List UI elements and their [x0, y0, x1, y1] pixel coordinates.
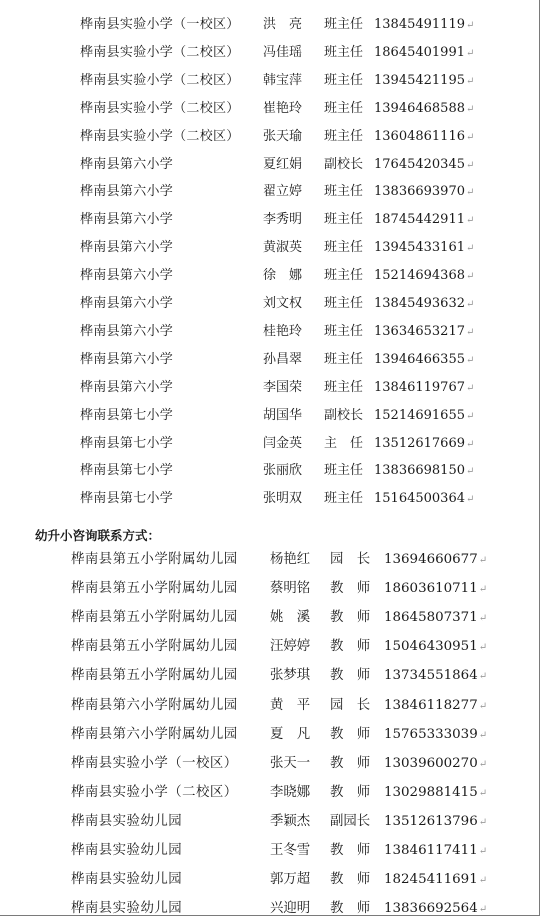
contact-role: 副园长: [330, 813, 371, 829]
contact-role: 园 长: [330, 697, 371, 713]
contact-row: [0, 866, 540, 894]
phone-number: 13846117411↵: [384, 843, 488, 858]
contact-role: 班主任: [324, 17, 364, 32]
contact-role: 班主任: [324, 240, 364, 256]
contact-row: [0, 575, 540, 603]
contact-name: 兴迎明: [270, 901, 311, 917]
contact-row: [0, 318, 540, 346]
paragraph-mark: ↵: [478, 816, 488, 828]
contact-name: 夏红娟: [263, 156, 303, 172]
paragraph-mark: ↵: [465, 410, 475, 422]
unit-name: 桦南县第七小学: [80, 435, 174, 451]
unit-name: 桦南县第五小学附属幼儿园: [71, 668, 238, 684]
contact-name: 夏 凡: [270, 726, 311, 742]
phone-number: 13845493632↵: [374, 296, 475, 311]
unit-name: 桦南县第六小学: [80, 268, 174, 284]
unit-name: 桦南县第六小学附属幼儿园: [71, 697, 238, 713]
paragraph-mark: ↵: [478, 642, 488, 654]
unit-name: 桦南县第五小学附属幼儿园: [71, 610, 238, 626]
unit-name: 桦南县实验小学（二校区）: [71, 784, 238, 800]
contact-role: 教 师: [330, 726, 371, 742]
phone-number: 13512617669↵: [374, 435, 475, 451]
unit-name: 桦南县第六小学: [80, 323, 174, 339]
contact-role: 副校长: [324, 156, 364, 172]
contact-name: 李秀明: [263, 212, 303, 228]
phone-number: 13945433161↵: [374, 240, 475, 256]
contact-row: [0, 346, 540, 374]
contact-name: 李国荣: [263, 379, 303, 395]
contact-row: [0, 290, 540, 318]
contact-name: 翟立婷: [263, 184, 303, 200]
contact-row: [0, 604, 540, 632]
paragraph-mark: ↵: [465, 326, 475, 338]
contact-name: 张丽欣: [263, 463, 303, 479]
paragraph-mark: ↵: [465, 215, 475, 227]
paragraph-mark: ↵: [478, 555, 488, 566]
paragraph-mark: ↵: [465, 159, 475, 171]
phone-number: 13845491119↵: [374, 17, 475, 32]
phone-number: 18603610711↵: [384, 581, 488, 597]
phone-number: 13734551864↵: [384, 668, 488, 684]
contact-name: 黄淑英: [263, 240, 303, 256]
paragraph-mark: ↵: [465, 382, 475, 394]
phone-number: 18645401991↵: [374, 44, 475, 60]
contact-name: 冯佳瑶: [263, 44, 303, 60]
contact-role: 班主任: [324, 128, 364, 144]
contact-row: [0, 546, 540, 574]
paragraph-mark: ↵: [478, 904, 488, 916]
contact-role: 教 师: [330, 581, 371, 597]
phone-number: 13634653217↵: [374, 323, 475, 339]
phone-number: 13512613796↵: [384, 813, 488, 829]
unit-name: 桦南县第六小学: [80, 240, 174, 256]
unit-name: 桦南县实验幼儿园: [71, 813, 183, 829]
contact-name: 刘文权: [263, 296, 303, 311]
paragraph-mark: ↵: [478, 671, 488, 683]
contact-row: [0, 123, 540, 151]
contact-role: 班主任: [324, 463, 364, 479]
contact-role: 教 师: [330, 610, 371, 626]
contact-row: [0, 374, 540, 402]
paragraph-mark: ↵: [478, 584, 488, 596]
phone-number: 18645807371↵: [384, 610, 488, 626]
phone-number: 15046430951↵: [384, 639, 488, 655]
contact-role: 教 师: [330, 668, 371, 684]
phone-number: 15214691655↵: [374, 407, 475, 423]
paragraph-mark: ↵: [478, 700, 488, 712]
contact-role: 教 师: [330, 872, 371, 888]
paragraph-mark: ↵: [465, 354, 475, 366]
phone-number: 13694660677↵: [384, 552, 488, 567]
unit-name: 桦南县实验小学（二校区）: [80, 100, 240, 116]
contact-row: [0, 837, 540, 865]
contact-row: [0, 457, 540, 485]
contact-row: [0, 178, 540, 206]
contact-role: 教 师: [330, 639, 371, 655]
unit-name: 桦南县实验幼儿园: [71, 872, 183, 888]
unit-name: 桦南县实验小学（二校区）: [80, 128, 240, 144]
unit-name: 桦南县第七小学: [80, 491, 174, 507]
contact-role: 副校长: [324, 407, 364, 423]
contact-row: [0, 692, 540, 720]
phone-number: 13836698150↵: [374, 463, 475, 479]
paragraph-mark: ↵: [478, 613, 488, 625]
paragraph-mark: ↵: [465, 20, 475, 31]
paragraph-mark: ↵: [478, 846, 488, 857]
paragraph-mark: ↵: [465, 438, 475, 450]
unit-name: 桦南县第六小学: [80, 212, 174, 228]
contact-row: [0, 779, 540, 807]
contact-name: 孙昌翠: [263, 351, 303, 367]
paragraph-mark: ↵: [478, 758, 488, 770]
unit-name: 桦南县第六小学: [80, 296, 174, 311]
contact-row: [0, 39, 540, 67]
phone-number: 15214694368↵: [374, 268, 475, 284]
phone-number: 13846119767↵: [374, 379, 475, 395]
phone-number: 15164500364↵: [374, 491, 475, 507]
contact-name: 崔艳玲: [263, 100, 303, 116]
contact-role: 教 师: [330, 843, 371, 858]
unit-name: 桦南县实验幼儿园: [71, 843, 183, 858]
phone-number: 13836693970↵: [374, 184, 475, 200]
phone-number: 13604861116↵: [374, 128, 475, 144]
contact-name: 汪婷婷: [270, 639, 311, 655]
unit-name: 桦南县实验小学（二校区）: [80, 44, 240, 60]
paragraph-mark: ↵: [465, 103, 475, 115]
contact-row: [0, 662, 540, 690]
contact-name: 张天一: [270, 755, 311, 771]
contact-role: 主 任: [324, 435, 364, 451]
contact-row: [0, 234, 540, 262]
contact-role: 班主任: [324, 351, 364, 367]
contact-name: 郭万超: [270, 872, 311, 888]
contact-name: 胡国华: [263, 407, 303, 423]
contact-role: 班主任: [324, 100, 364, 116]
paragraph-mark: ↵: [478, 875, 488, 887]
contact-role: 班主任: [324, 379, 364, 395]
contact-name: 洪 亮: [263, 17, 303, 32]
contact-row: [0, 895, 540, 923]
unit-name: 桦南县实验小学（二校区）: [80, 72, 240, 88]
contact-role: 班主任: [324, 212, 364, 228]
contact-row: [0, 151, 540, 179]
contact-name: 王冬雪: [270, 843, 311, 858]
unit-name: 桦南县第七小学: [80, 407, 174, 423]
contact-role: 教 师: [330, 784, 371, 800]
contact-row: [0, 633, 540, 661]
contact-role: 教 师: [330, 901, 371, 917]
contact-row: [0, 750, 540, 778]
phone-number: 13836692564↵: [384, 901, 488, 917]
unit-name: 桦南县第六小学: [80, 156, 174, 172]
contact-role: 班主任: [324, 268, 364, 284]
contact-role: 班主任: [324, 296, 364, 311]
phone-number: 13946468588↵: [374, 100, 475, 116]
phone-number: 15765333039↵: [384, 726, 488, 742]
contact-name: 桂艳玲: [263, 323, 303, 339]
contact-role: 教 师: [330, 755, 371, 771]
contact-name: 李晓娜: [270, 784, 311, 800]
contact-name: 张天瑜: [263, 128, 303, 144]
paragraph-mark: ↵: [465, 271, 475, 283]
contact-row: [0, 808, 540, 836]
unit-name: 桦南县第六小学附属幼儿园: [71, 726, 238, 742]
unit-name: 桦南县第五小学附属幼儿园: [71, 639, 238, 655]
contact-role: 园 长: [330, 552, 371, 567]
contact-row: [0, 402, 540, 430]
contact-name: 黄 平: [270, 697, 311, 713]
contact-name: 蔡明铭: [270, 581, 311, 597]
paragraph-mark: ↵: [465, 494, 475, 506]
contact-role: 班主任: [324, 491, 364, 507]
contact-name: 季颖杰: [270, 813, 311, 829]
contact-row: [0, 262, 540, 290]
contact-row: [0, 67, 540, 95]
phone-number: 13039600270↵: [384, 755, 488, 771]
paragraph-mark: ↵: [465, 131, 475, 143]
paragraph-mark: ↵: [465, 187, 475, 199]
phone-number: 17645420345↵: [374, 156, 475, 172]
unit-name: 桦南县第五小学附属幼儿园: [71, 581, 238, 597]
contact-name: 韩宝萍: [263, 72, 303, 88]
phone-number: 18245411691↵: [384, 872, 488, 888]
contact-name: 姚 溪: [270, 610, 311, 626]
unit-name: 桦南县第七小学: [80, 463, 174, 479]
paragraph-mark: ↵: [465, 47, 475, 59]
contact-role: 班主任: [324, 184, 364, 200]
unit-name: 桦南县第五小学附属幼儿园: [71, 552, 238, 567]
unit-name: 桦南县实验幼儿园: [71, 901, 183, 917]
contact-row: [0, 95, 540, 123]
contact-name: 闫金英: [263, 435, 303, 451]
contact-name: 张明双: [263, 491, 303, 507]
contact-row: [0, 430, 540, 458]
contact-row: [0, 721, 540, 749]
phone-number: 13846118277↵: [384, 697, 488, 713]
paragraph-mark: ↵: [465, 243, 475, 255]
unit-name: 桦南县实验小学（一校区）: [80, 17, 240, 32]
contact-name: 徐 娜: [263, 268, 303, 284]
phone-number: 13029881415↵: [384, 784, 488, 800]
phone-number: 13945421195↵: [374, 72, 475, 88]
contact-row: [0, 11, 540, 39]
paragraph-mark: ↵: [478, 787, 488, 799]
unit-name: 桦南县第六小学: [80, 379, 174, 395]
paragraph-mark: ↵: [465, 466, 475, 478]
paragraph-mark: ↵: [465, 75, 475, 87]
contact-name: 张梦琪: [270, 668, 311, 684]
section-heading: 幼升小咨询联系方式：: [35, 528, 161, 543]
contact-name: 杨艳红: [270, 552, 311, 567]
phone-number: 18745442911↵: [374, 212, 475, 228]
contact-role: 班主任: [324, 44, 364, 60]
contact-role: 班主任: [324, 323, 364, 339]
phone-number: 13946466355↵: [374, 351, 475, 367]
paragraph-mark: ↵: [478, 729, 488, 741]
contact-row: [0, 206, 540, 234]
contact-row: [0, 485, 540, 513]
unit-name: 桦南县实验小学（一校区）: [71, 755, 238, 771]
unit-name: 桦南县第六小学: [80, 184, 174, 200]
paragraph-mark: ↵: [465, 299, 475, 310]
unit-name: 桦南县第六小学: [80, 351, 174, 367]
contact-role: 班主任: [324, 72, 364, 88]
